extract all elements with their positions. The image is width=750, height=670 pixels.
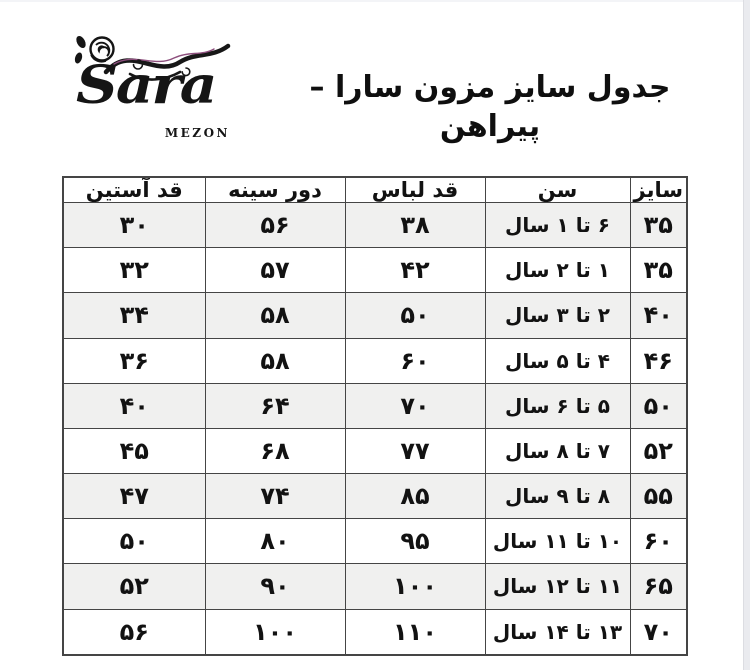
cell-sleeve-length: ۳۲: [63, 248, 205, 293]
scan-edge-right: [743, 0, 750, 670]
table-row: [63, 383, 687, 428]
cell-age: ۸ تا ۹ سال: [485, 474, 630, 519]
cell-sleeve-length: ۵۶: [63, 609, 205, 655]
col-header-age: سن: [485, 177, 630, 203]
table-row: [63, 564, 687, 609]
cell-size: ۴۶: [630, 338, 687, 383]
table-row: [63, 609, 687, 655]
table-row: [63, 519, 687, 564]
cell-chest: ۷۴: [205, 474, 345, 519]
table-row: [63, 293, 687, 338]
cell-size: ۵۲: [630, 428, 687, 473]
scan-edge-top: [0, 0, 750, 2]
cell-sleeve-length: ۴۰: [63, 383, 205, 428]
cell-dress-length: ۱۱۰: [345, 609, 485, 655]
cell-sleeve-length: ۳۶: [63, 338, 205, 383]
cell-chest: ۵۷: [205, 248, 345, 293]
cell-dress-length: ۳۸: [345, 203, 485, 248]
col-header-dress-length: قد لباس: [345, 177, 485, 203]
cell-size: ۳۵: [630, 248, 687, 293]
cell-age: ۴ تا ۵ سال: [485, 338, 630, 383]
cell-chest: ۵۸: [205, 338, 345, 383]
cell-dress-length: ۷۷: [345, 428, 485, 473]
cell-age: ۱۳ تا ۱۴ سال: [485, 609, 630, 655]
col-header-sleeve-length: قد آستین: [63, 177, 205, 203]
table-row: [63, 248, 687, 293]
cell-chest: ۹۰: [205, 564, 345, 609]
cell-age: ۱۱ تا ۱۲ سال: [485, 564, 630, 609]
cell-size: ۶۵: [630, 564, 687, 609]
cell-sleeve-length: ۴۷: [63, 474, 205, 519]
header-row: [63, 177, 687, 203]
cell-age: ۲ تا ۳ سال: [485, 293, 630, 338]
table-row: [63, 338, 687, 383]
cell-chest: ۵۸: [205, 293, 345, 338]
table-row: [63, 203, 687, 248]
cell-age: ۵ تا ۶ سال: [485, 383, 630, 428]
cell-dress-length: ۶۰: [345, 338, 485, 383]
size-table-header: [63, 177, 687, 203]
cell-dress-length: ۷۰: [345, 383, 485, 428]
cell-sleeve-length: ۵۲: [63, 564, 205, 609]
cell-size: ۵۰: [630, 383, 687, 428]
col-header-size: سایز: [630, 177, 687, 203]
cell-size: ۳۵: [630, 203, 687, 248]
cell-dress-length: ۴۲: [345, 248, 485, 293]
col-header-chest: دور سینه: [205, 177, 345, 203]
cell-size: ۷۰: [630, 609, 687, 655]
cell-sleeve-length: ۴۵: [63, 428, 205, 473]
cell-dress-length: ۱۰۰: [345, 564, 485, 609]
table-row: [63, 428, 687, 473]
brand-name: Sara: [76, 55, 216, 116]
page-title: جدول سایز مزون سارا – پیراهن: [309, 70, 671, 144]
size-table: [62, 176, 688, 656]
cell-chest: ۵۶: [205, 203, 345, 248]
brand-subtitle: MEZON: [164, 126, 230, 140]
size-table-body: [63, 203, 687, 656]
cell-chest: ۶۴: [205, 383, 345, 428]
cell-size: ۴۰: [630, 293, 687, 338]
cell-age: ۶ تا ۱ سال: [485, 203, 630, 248]
cell-sleeve-length: ۳۰: [63, 203, 205, 248]
cell-sleeve-length: ۵۰: [63, 519, 205, 564]
cell-age: ۱ تا ۲ سال: [485, 248, 630, 293]
cell-chest: ۶۸: [205, 428, 345, 473]
cell-chest: ۸۰: [205, 519, 345, 564]
cell-dress-length: ۹۵: [345, 519, 485, 564]
cell-size: ۵۵: [630, 474, 687, 519]
brand-logo: [76, 34, 236, 150]
table-row: [63, 474, 687, 519]
cell-sleeve-length: ۳۴: [63, 293, 205, 338]
cell-age: ۱۰ تا ۱۱ سال: [485, 519, 630, 564]
cell-size: ۶۰: [630, 519, 687, 564]
cell-age: ۷ تا ۸ سال: [485, 428, 630, 473]
cell-dress-length: ۵۰: [345, 293, 485, 338]
cell-dress-length: ۸۵: [345, 474, 485, 519]
cell-chest: ۱۰۰: [205, 609, 345, 655]
